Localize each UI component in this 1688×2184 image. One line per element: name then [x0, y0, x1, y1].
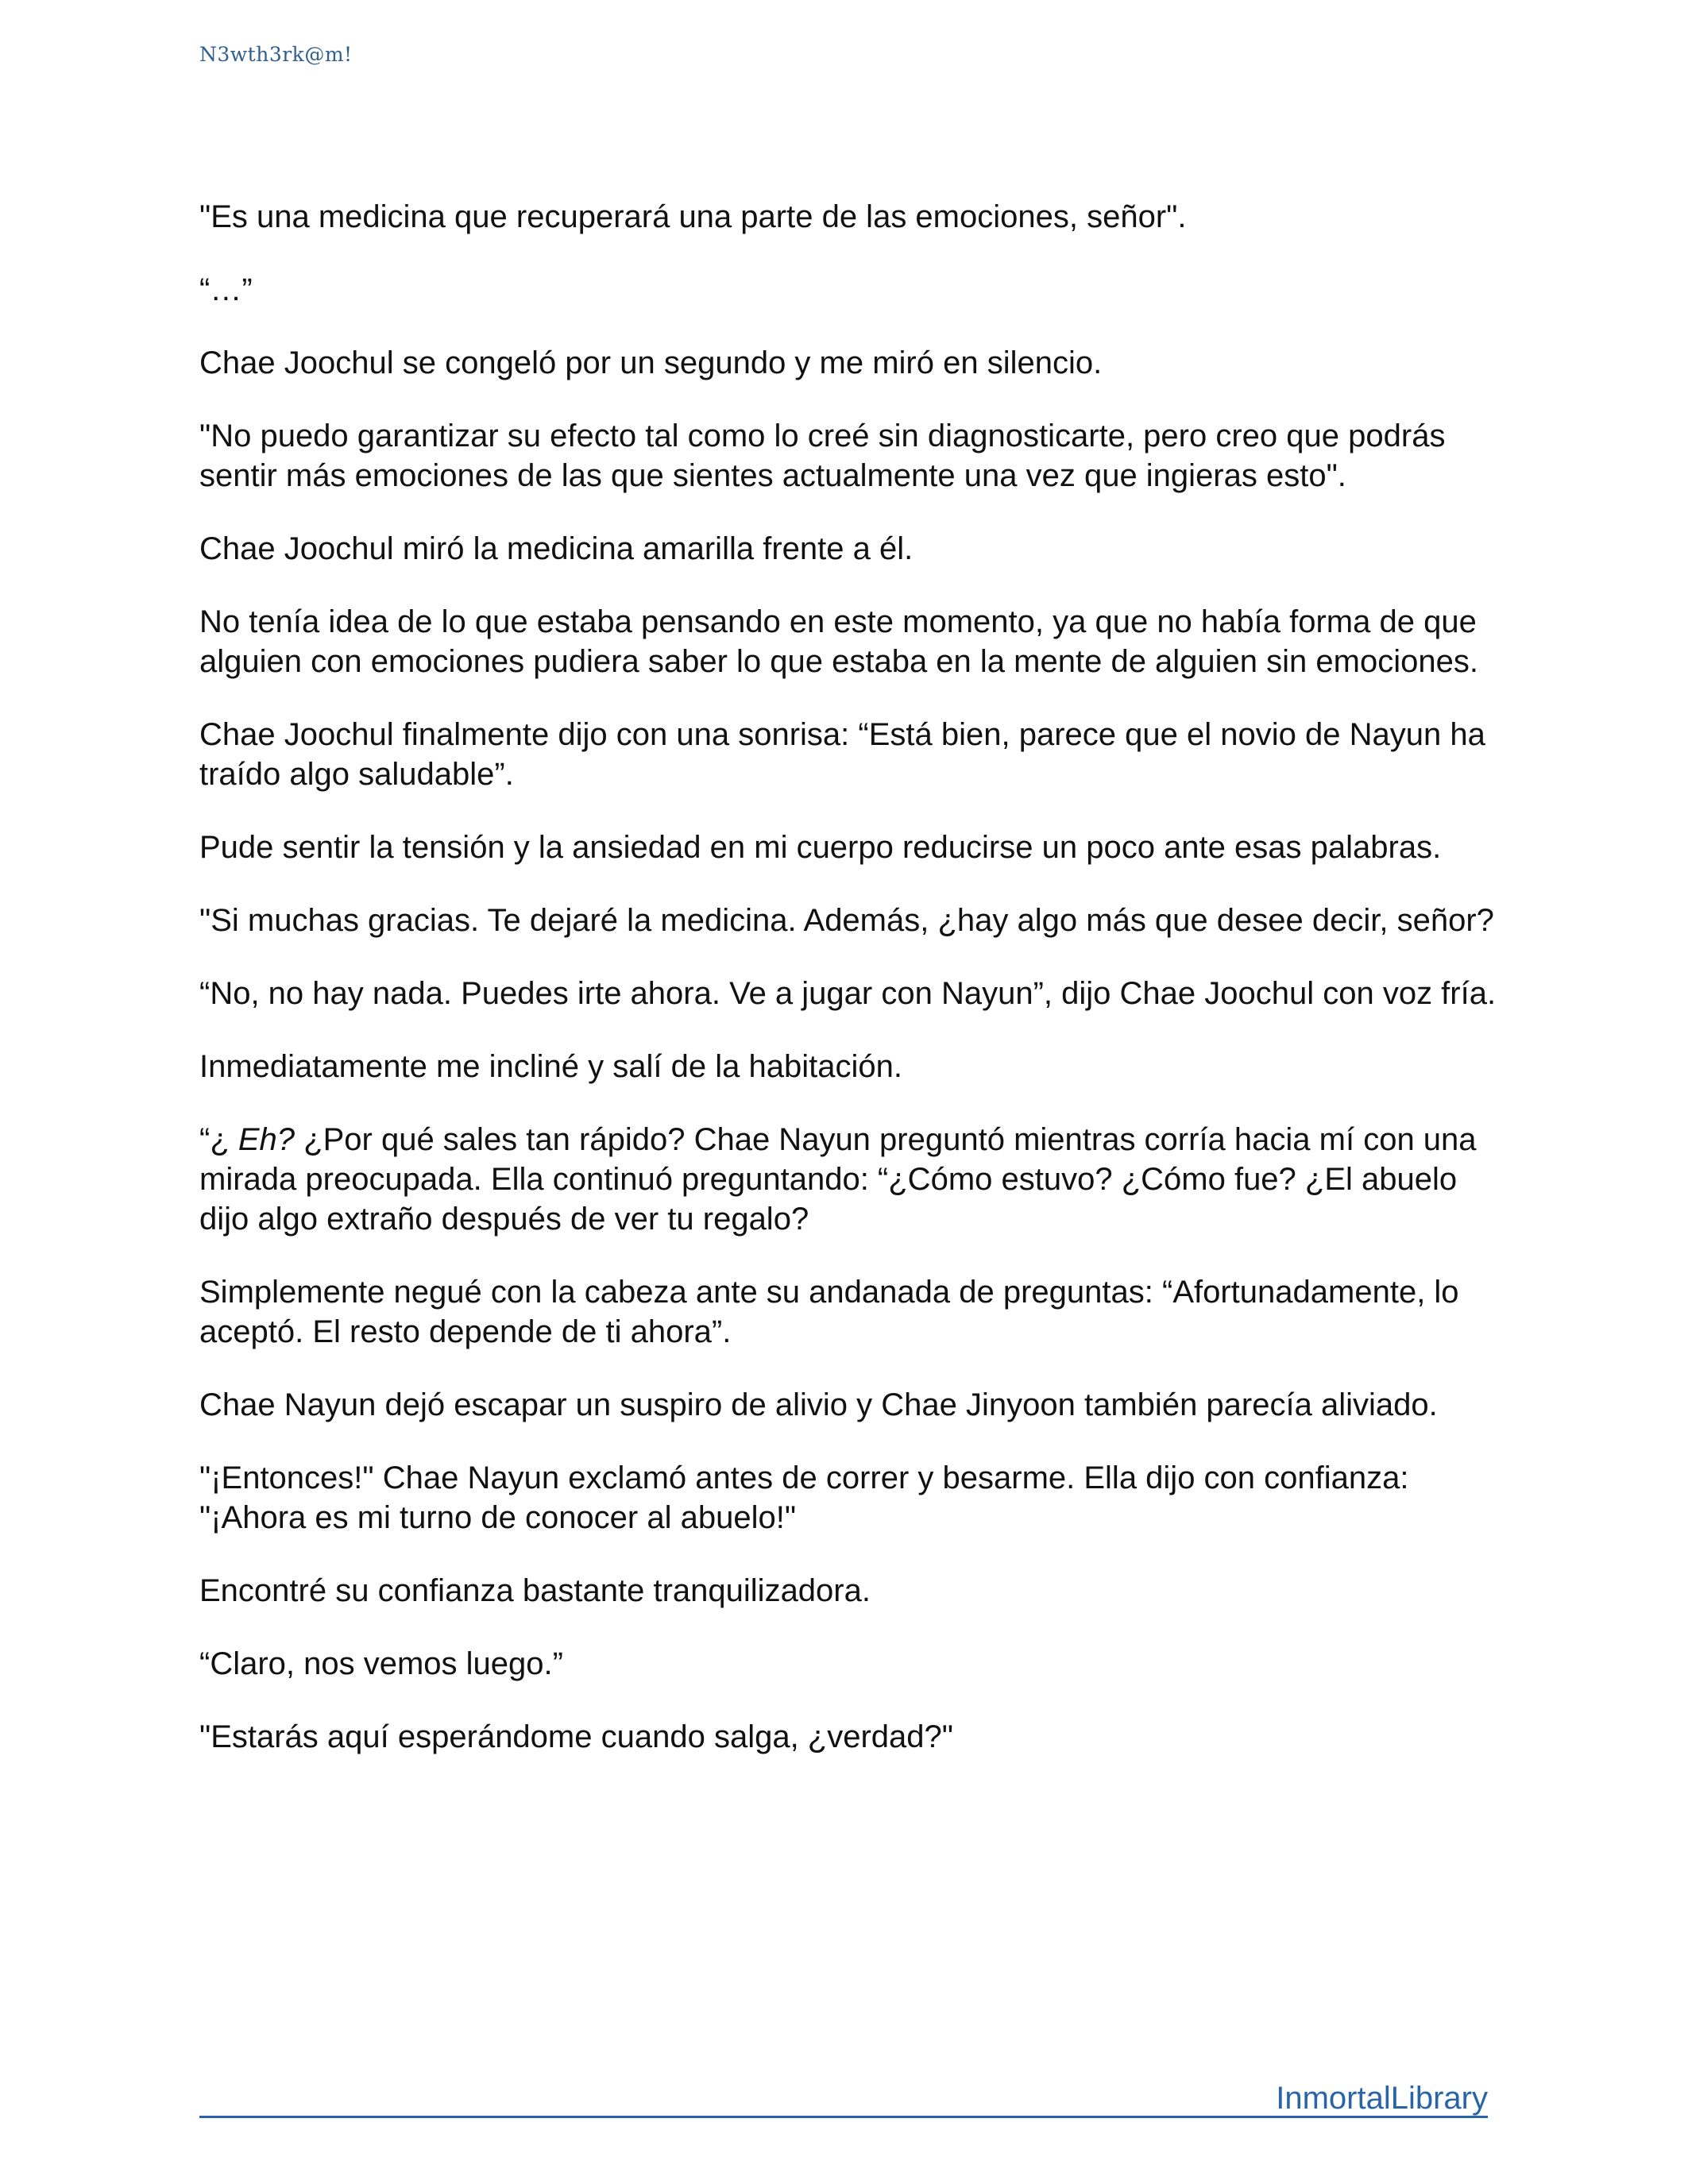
paragraph: Chae Nayun dejó escapar un suspiro de alivio y Chae Jinyoon también parecía aliviado.	[199, 1387, 1438, 1422]
paragraph-rest: ¿Por qué sales tan rápido? Chae Nayun preguntó mientras corría hacia mí con una mirada preocupada. Ella continuó preguntando: “¿Cómo estuvo? ¿Cómo fue? ¿El abuelo dijo algo extraño después de ver tu regalo?	[199, 1122, 1477, 1237]
paragraph: “Claro, nos vemos luego.”	[199, 1646, 563, 1681]
paragraph: Chae Joochul finalmente dijo con una sonrisa: “Está bien, parece que el novio de Nayun ha traído algo saludable”.	[199, 717, 1485, 792]
paragraph: Inmediatamente me incliné y salí de la habitación.	[199, 1049, 902, 1084]
paragraph: "Si muchas gracias. Te dejaré la medicina. Además, ¿hay algo más que desee decir, señor?	[199, 903, 1494, 938]
paragraph: “…”	[199, 272, 253, 307]
paragraph: “No, no hay nada. Puedes irte ahora. Ve a jugar con Nayun”, dijo Chae Joochul con voz fría.	[199, 976, 1497, 1011]
footer-link[interactable]: InmortalLibrary	[1276, 2081, 1488, 2116]
paragraph: No tenía idea de lo que estaba pensando en este momento, ya que no había forma de que alguien con emociones pudiera saber lo que estaba en la mente de alguien sin emociones.	[199, 604, 1478, 679]
document-body	[199, 197, 1502, 1790]
paragraph: Encontré su confianza bastante tranquilizadora.	[199, 1573, 871, 1608]
paragraph: Chae Joochul se congeló por un segundo y me miró en silencio.	[199, 345, 1103, 380]
paragraph-open: “¿	[199, 1122, 238, 1157]
paragraph: "No puedo garantizar su efecto tal como lo creé sin diagnosticarte, pero creo que podrás sentir más emociones de las que sientes actualmente una vez que ingieras esto".	[199, 419, 1446, 493]
paragraph: "Es una medicina que recuperará una parte de las emociones, señor".	[199, 199, 1187, 234]
paragraph: "¡Entonces!" Chae Nayun exclamó antes de correr y besarme. Ella dijo con confianza: "¡Ahora es mi turno de conocer al abuelo!"	[199, 1461, 1409, 1535]
footer-rule	[199, 2081, 1488, 2118]
paragraph: Chae Joochul miró la medicina amarilla frente a él.	[199, 531, 914, 566]
paragraph-italic: Eh?	[238, 1122, 295, 1157]
paragraph: Simplemente negué con la cabeza ante su andanada de preguntas: “Afortunadamente, lo aceptó. El resto depende de ti ahora”.	[199, 1275, 1459, 1349]
paragraph: "Estarás aquí esperándome cuando salga, ¿verdad?"	[199, 1719, 953, 1754]
header-watermark: N3wth3rk@m!	[199, 43, 353, 66]
paragraph: Pude sentir la tensión y la ansiedad en mi cuerpo reducirse un poco ante esas palabras.	[199, 830, 1442, 865]
paragraph	[199, 1120, 1502, 1239]
